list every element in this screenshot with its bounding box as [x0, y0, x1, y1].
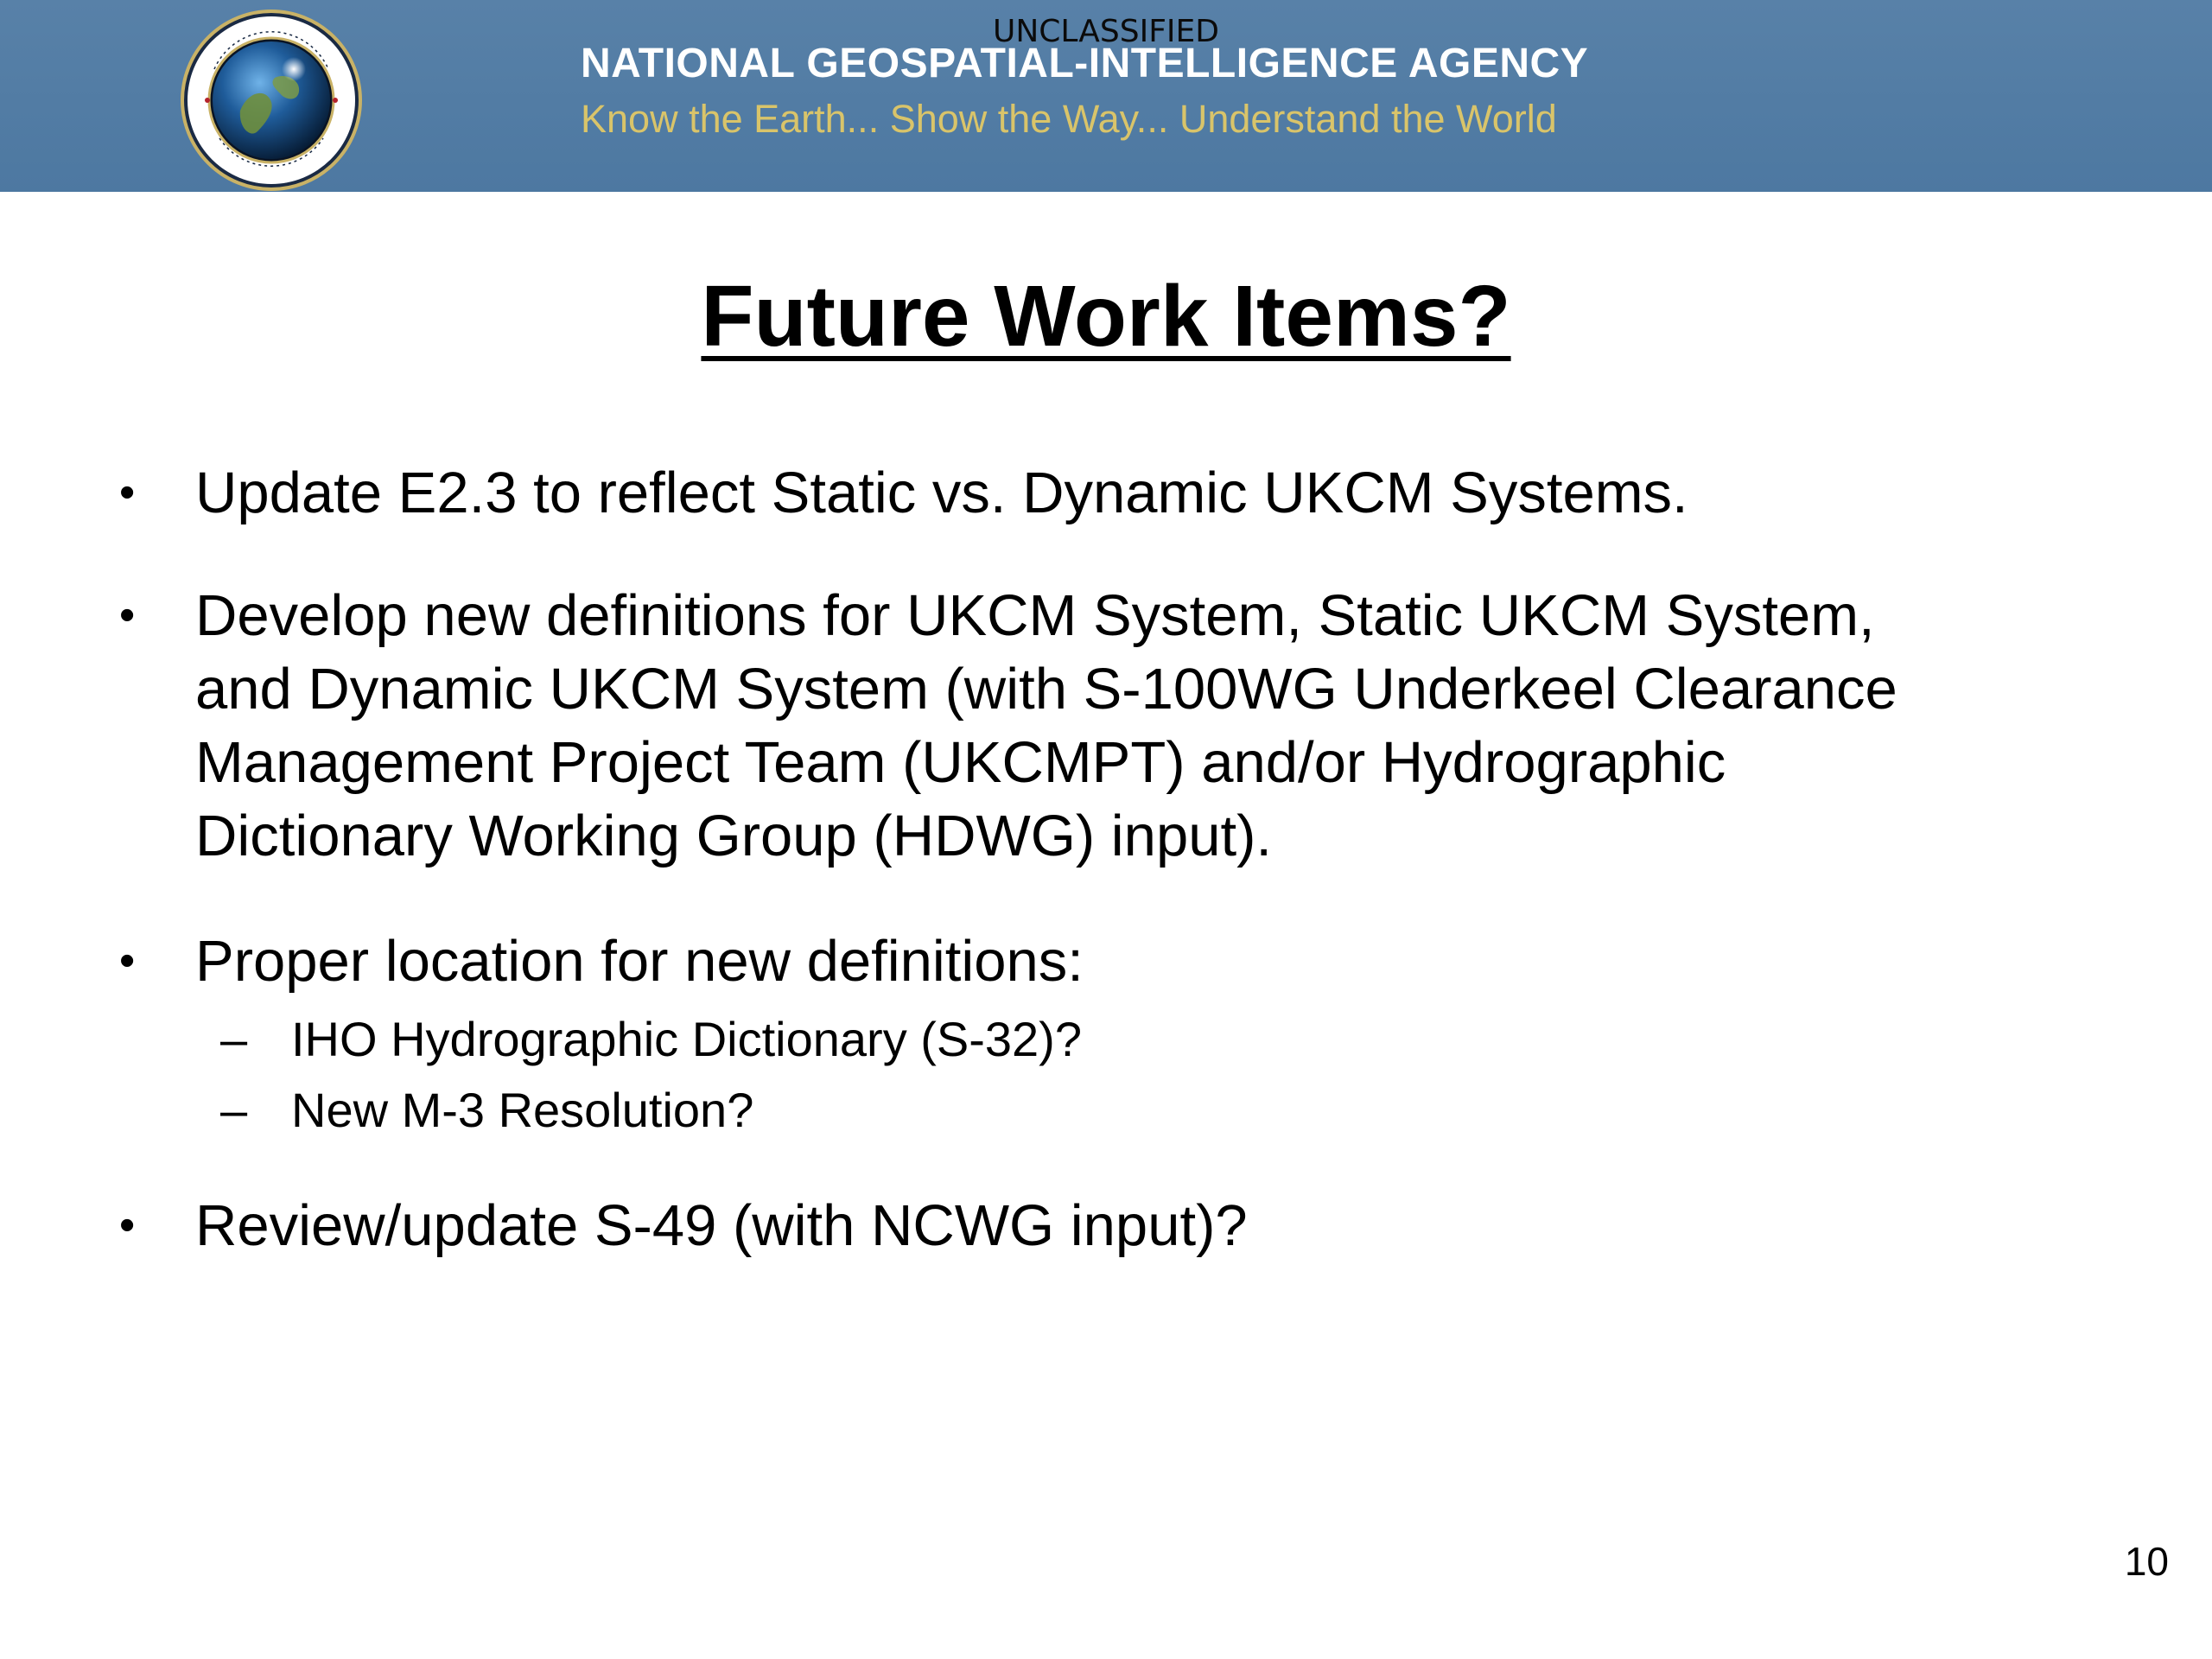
- bullet-text: Update E2.3 to reflect Static vs. Dynamic UKCM Systems.: [195, 461, 1688, 525]
- sub-bullet-item: [220, 1080, 754, 1141]
- classification-marking: UNCLASSIFIED: [992, 14, 1220, 49]
- bullet-item: [119, 456, 1688, 530]
- sub-bullet-marker: –: [220, 1083, 248, 1137]
- bullet-marker: •: [119, 590, 136, 640]
- bullet-text: Develop new definitions for UKCM System, Static UKCM System, and Dynamic UKCM System (with S-100WG Underkeel Clearance Management Project Team (UKCMPT) and/or Hydrographic Dictionary Working Group (HDWG) input).: [195, 583, 1897, 868]
- bullet-marker: •: [119, 467, 136, 518]
- bullet-text: Review/update S-49 (with NCWG input)?: [195, 1193, 1248, 1258]
- bullet-item: [119, 1189, 1248, 1262]
- slide-title-text: Future Work Items?: [701, 268, 1511, 365]
- bullet-marker: •: [119, 1200, 136, 1250]
- bullet-item: [119, 579, 1897, 873]
- agency-name: NATIONAL GEOSPATIAL-INTELLIGENCE AGENCY: [581, 41, 1589, 86]
- page-number: 10: [2124, 1539, 2169, 1584]
- slide-title: [0, 264, 2212, 368]
- sub-bullet-item: [220, 1009, 1082, 1070]
- sub-bullet-text: New M-3 Resolution?: [291, 1083, 754, 1137]
- bullet-item: [119, 925, 1084, 998]
- agency-motto: Know the Earth... Show the Way... Understand the World: [581, 97, 1557, 141]
- sub-bullet-text: IHO Hydrographic Dictionary (S-32)?: [291, 1012, 1082, 1066]
- sub-bullet-marker: –: [220, 1012, 248, 1066]
- bullet-marker: •: [119, 936, 136, 986]
- bullet-text: Proper location for new definitions:: [195, 929, 1084, 994]
